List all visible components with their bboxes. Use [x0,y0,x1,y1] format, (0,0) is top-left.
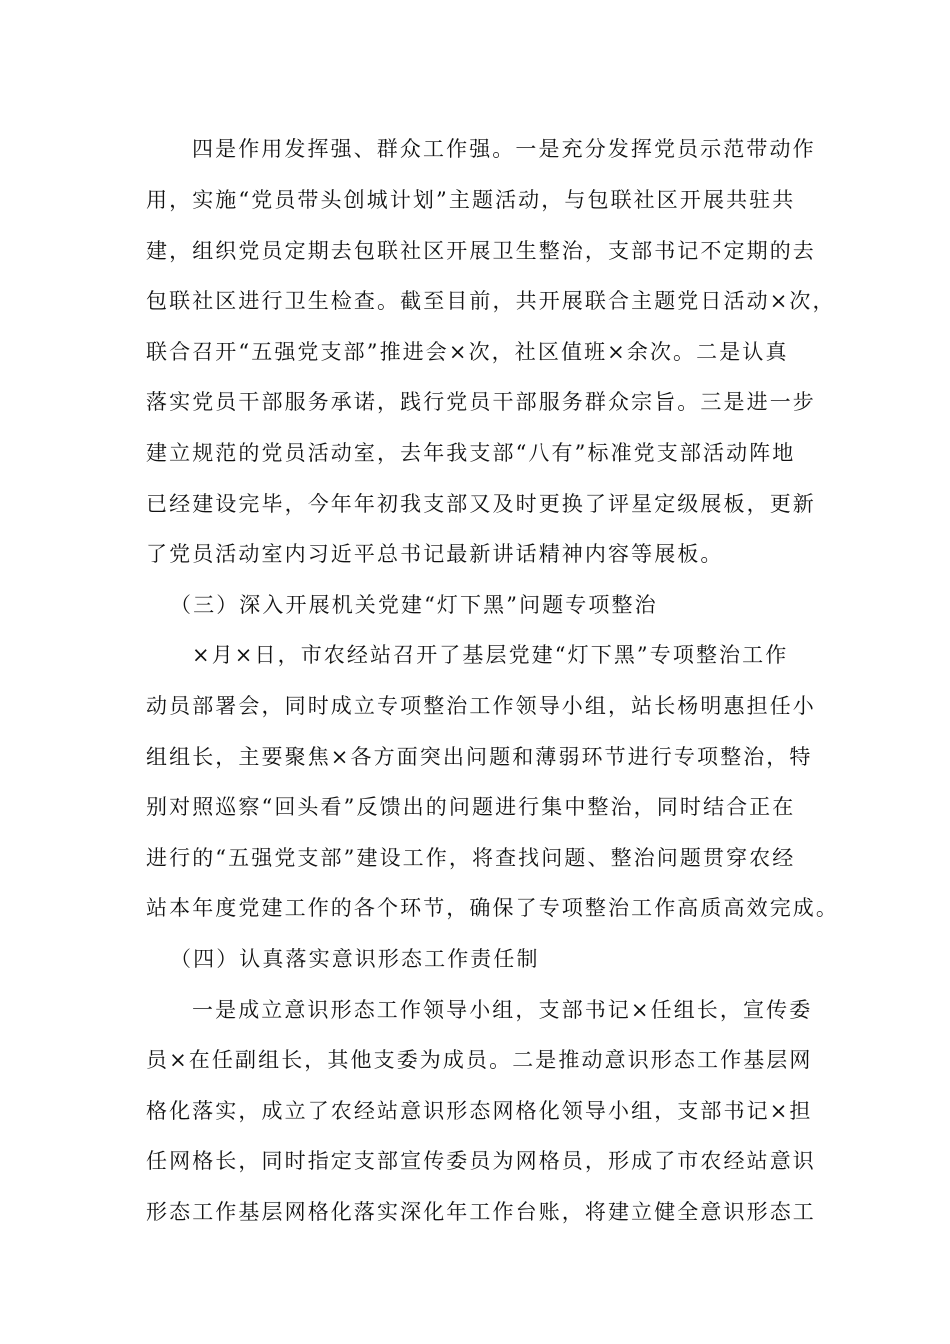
paragraph-line: 员×在任副组长，其他支委为成员。二是推动意识形态工作基层网 [146,1048,813,1072]
paragraph-line: 格化落实，成立了农经站意识形态网格化领导小组，支部书记×担 [146,1099,813,1123]
paragraph-line: 一是成立意识形态工作领导小组，支部书记×任组长，宣传委 [192,998,813,1022]
paragraph-line: 形态工作基层网格化落实深化年工作台账，将建立健全意识形态工 [146,1200,816,1224]
paragraph-line: 组组长，主要聚焦×各方面突出问题和薄弱环节进行专项整治，特 [146,745,813,769]
paragraph-line: 四是作用发挥强、群众工作强。一是充分发挥党员示范带动作 [192,137,816,161]
paragraph-line: 任网格长，同时指定支部宣传委员为网格员，形成了市农经站意识 [146,1149,816,1173]
paragraph-line: 建，组织党员定期去包联社区开展卫生整治，支部书记不定期的去 [146,239,816,263]
paragraph-line: 包联社区进行卫生检查。截至目前，共开展联合主题党日活动×次， [146,289,836,313]
paragraph-line: 已经建设完毕，今年年初我支部又及时更换了评星定级展板，更新 [146,492,816,516]
paragraph-line: 站本年度党建工作的各个环节，确保了专项整治工作高质高效完成。 [146,896,839,920]
paragraph-line: 落实党员干部服务承诺，践行党员干部服务群众宗旨。三是进一步 [146,390,816,414]
paragraph-line: 建立规范的党员活动室，去年我支部“八有”标准党支部活动阵地 [146,441,796,465]
paragraph-line: 用，实施“党员带头创城计划”主题活动，与包联社区开展共驻共 [146,188,796,212]
paragraph-line: 了党员活动室内习近平总书记最新讲话精神内容等展板。 [146,542,724,566]
paragraph-line: 进行的“五强党支部”建设工作，将查找问题、整治问题贯穿农经 [146,846,796,870]
section-heading: （四）认真落实意识形态工作责任制 [170,947,540,971]
paragraph-line: 联合召开“五强党支部”推进会×次，社区值班×余次。二是认真 [146,340,789,364]
paragraph-line: 别对照巡察“回头看”反馈出的问题进行集中整治，同时结合正在 [146,795,796,819]
paragraph-line: ×月×日，市农经站召开了基层党建“灯下黑”专项整治工作 [192,643,789,667]
section-heading: （三）深入开展机关党建“灯下黑”问题专项整治 [170,593,658,617]
paragraph-line: 动员部署会，同时成立专项整治工作领导小组，站长杨明惠担任小 [146,694,816,718]
